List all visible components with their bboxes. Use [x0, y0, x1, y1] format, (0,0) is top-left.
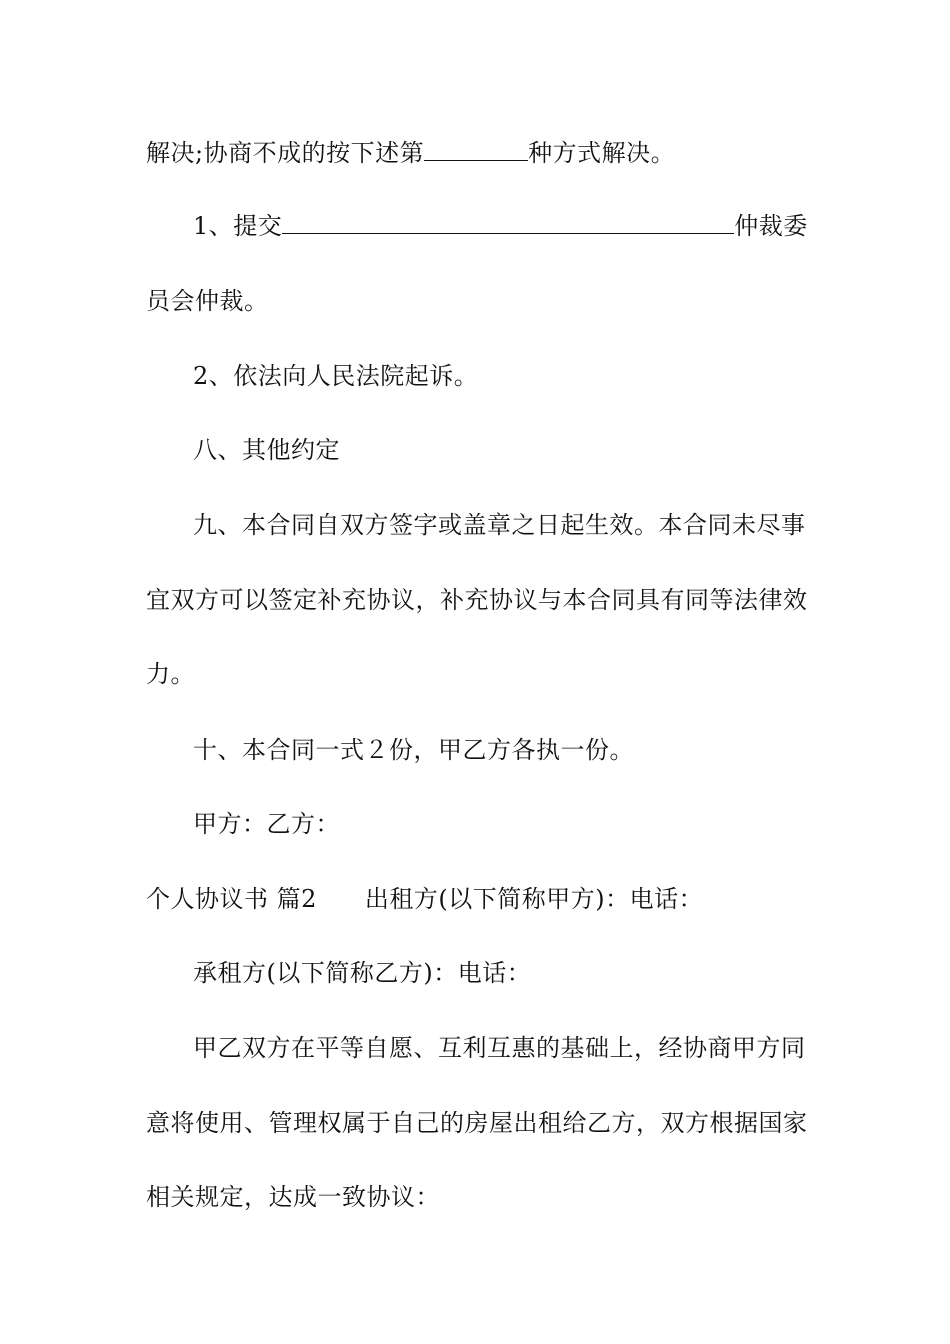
- paragraph-line: 甲乙双方在平等自愿、互利互惠的基础上，经协商甲方同: [193, 1034, 806, 1062]
- paragraph-line: 力。: [146, 660, 195, 688]
- paragraph-line: [146, 137, 816, 169]
- paragraph-line: 2、依法向人民法院起诉。: [193, 362, 479, 390]
- paragraph-line: [193, 210, 863, 242]
- line-text: 解决;协商不成的按下述第: [146, 139, 425, 167]
- paragraph-line: 承租方(以下简称乙方)：电话：: [193, 959, 532, 987]
- paragraph-line: 十、本合同一式２份，甲乙方各执一份。: [193, 736, 634, 764]
- paragraph-line: [146, 883, 816, 915]
- section-heading: 八、其他约定: [193, 436, 340, 464]
- paragraph-line: 相关规定，达成一致协议：: [146, 1183, 440, 1211]
- line-text: 出租方(以下简称甲方)：电话：: [364, 885, 704, 913]
- paragraph-line: 意将使用、管理权属于自己的房屋出租给乙方，双方根据国家: [146, 1109, 808, 1137]
- line-text: 仲裁委: [734, 212, 808, 240]
- fill-blank: [282, 211, 734, 234]
- paragraph-line: 宜双方可以签定补充协议，补充协议与本合同具有同等法律效: [146, 586, 808, 614]
- fill-blank: [424, 138, 528, 161]
- paragraph-line: 九、本合同自双方签字或盖章之日起生效。本合同未尽事: [193, 511, 806, 539]
- agreement-heading: 个人协议书 篇2: [146, 885, 317, 913]
- signature-line: 甲方：乙方：: [193, 810, 340, 838]
- line-text: 种方式解决。: [528, 139, 676, 167]
- line-text: 1、提交: [193, 212, 283, 240]
- paragraph-line: 员会仲裁。: [146, 287, 269, 315]
